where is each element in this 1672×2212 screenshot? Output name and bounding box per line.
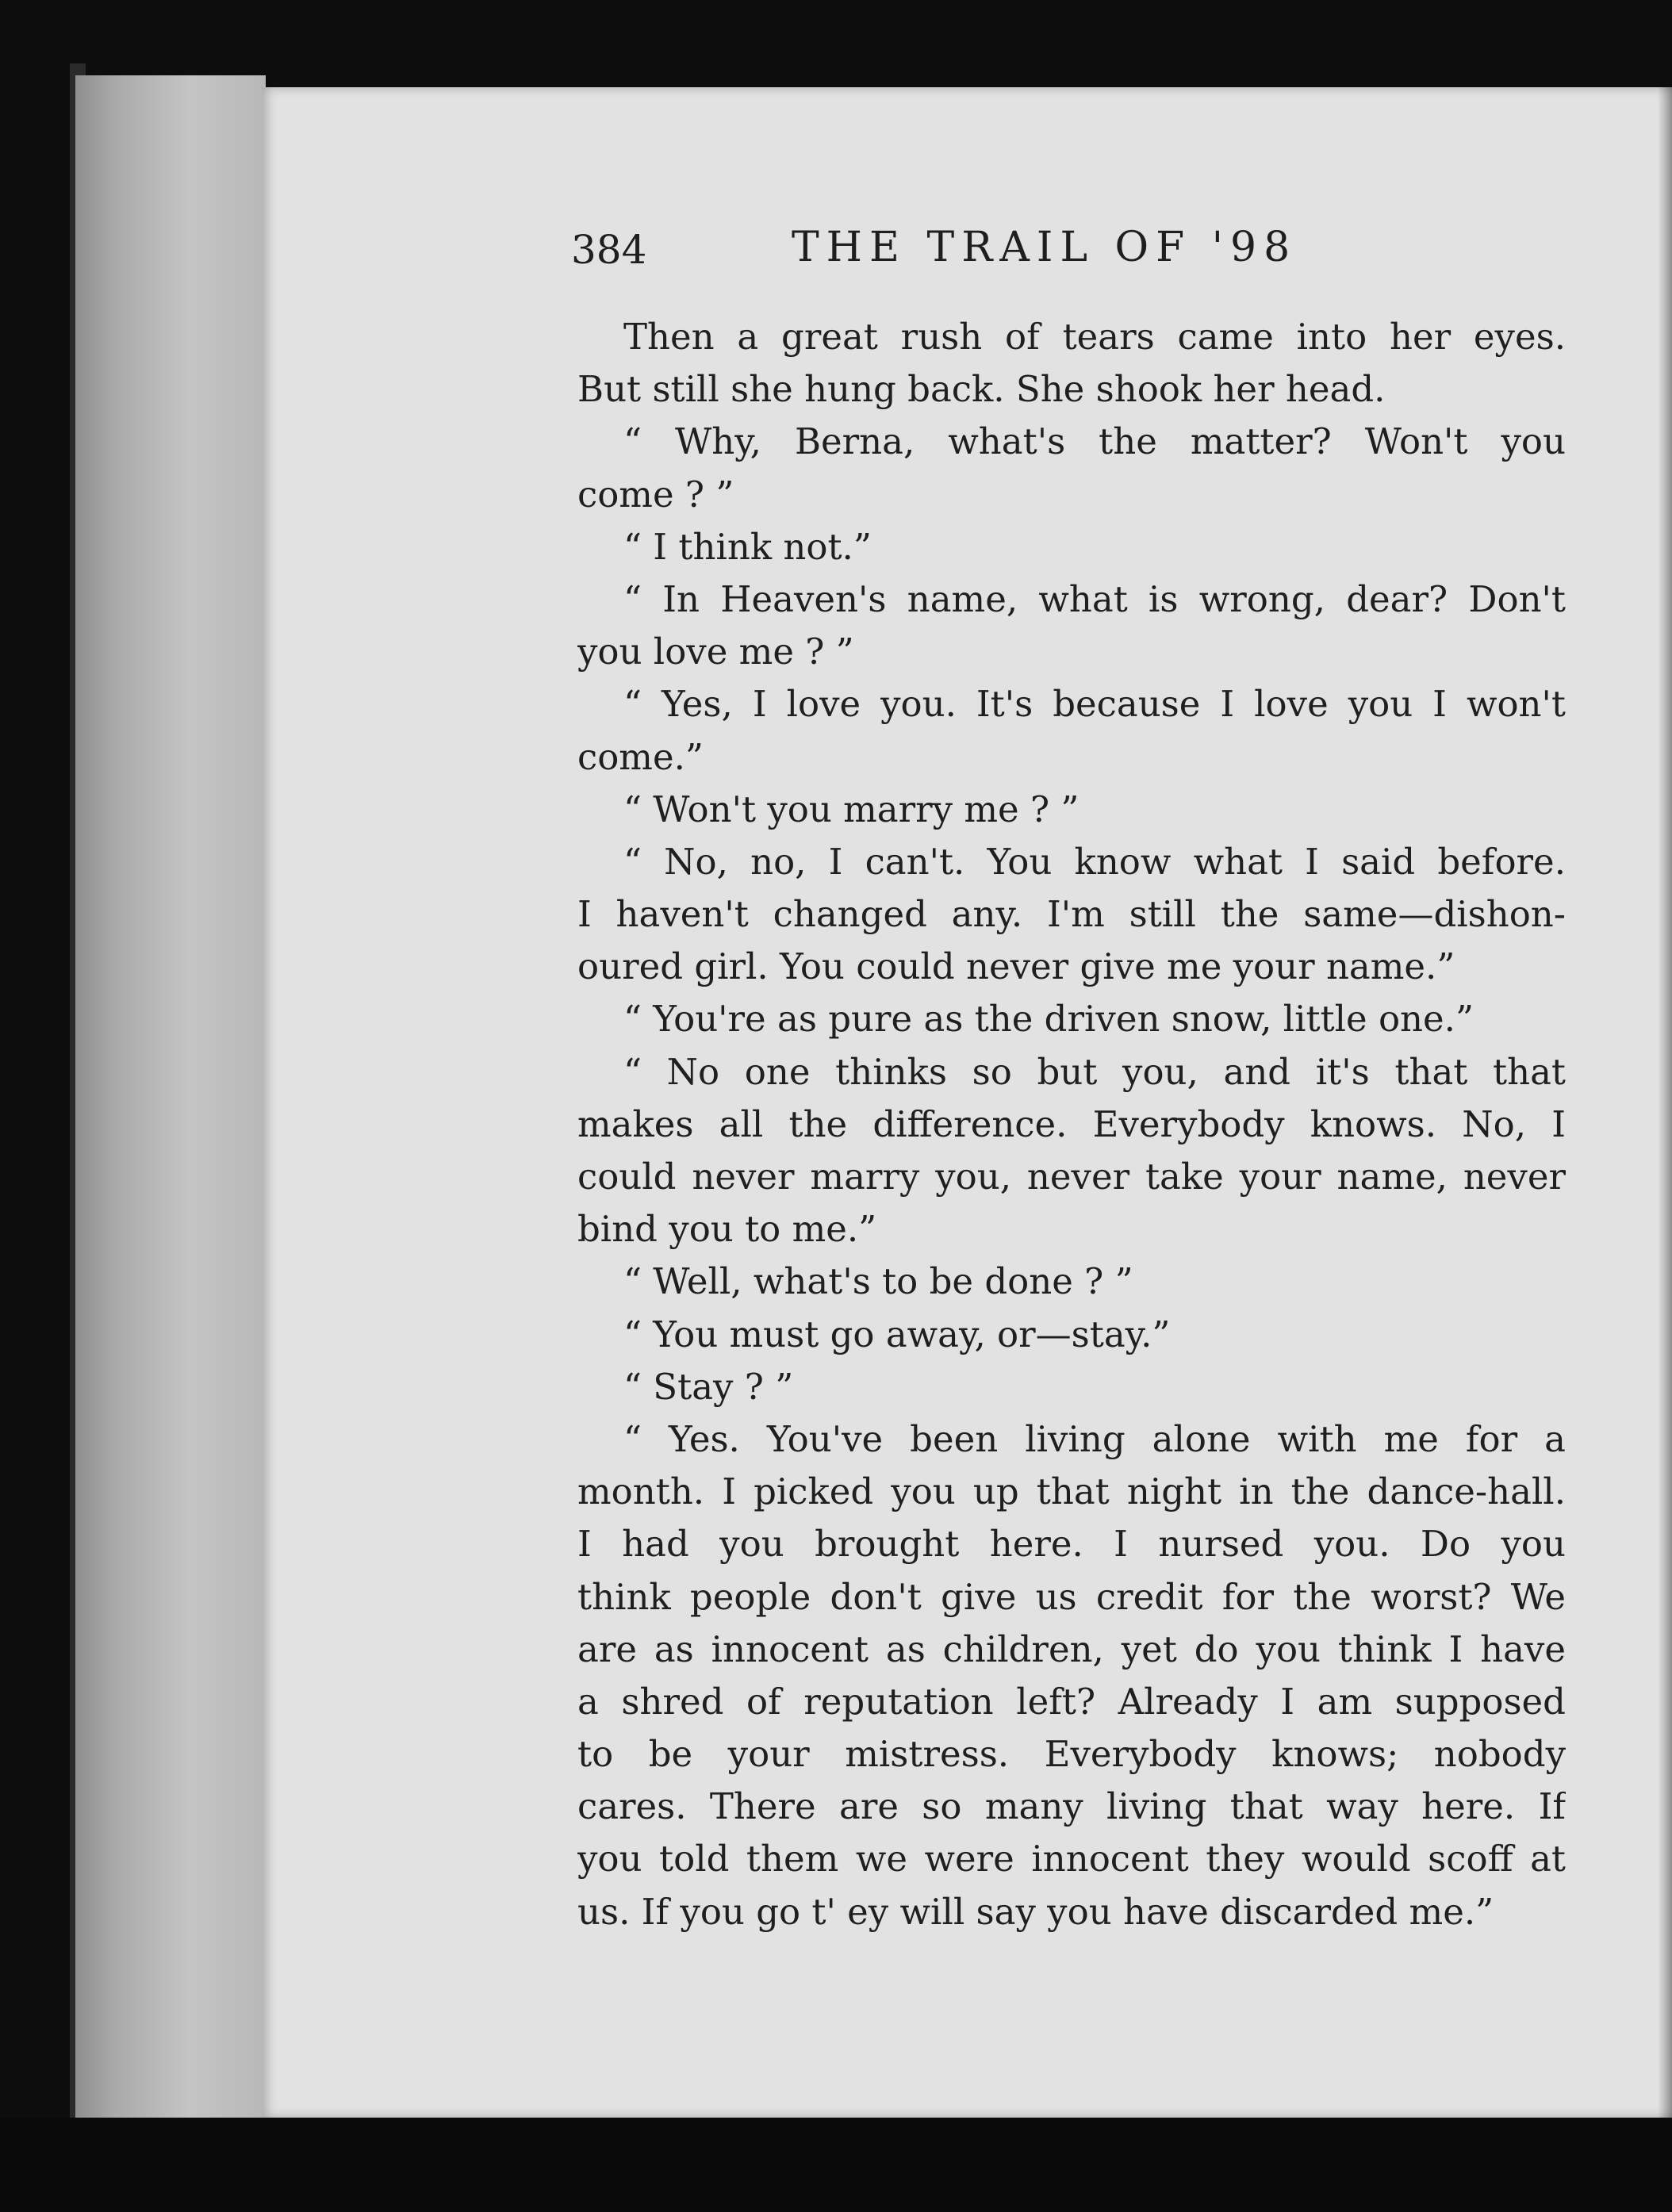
text-line: you love me ? ” xyxy=(577,631,854,673)
text-line: come.” xyxy=(577,735,704,778)
text-line: month. I picked you up that night in the dance-hall. xyxy=(577,1470,1566,1513)
page-number: 384 xyxy=(571,227,647,273)
text-line: “ Well, what's to be done ? ” xyxy=(623,1260,1133,1303)
text-line: “ In Heaven's name, what is wrong, dear? Don't xyxy=(623,577,1566,620)
scan-bottom-border xyxy=(0,2118,1672,2212)
page-header xyxy=(571,224,1570,287)
text-line: cares. There are so many living that way here. If xyxy=(577,1785,1566,1828)
running-title: THE TRAIL OF '98 xyxy=(792,224,1298,271)
text-line: oured girl. You could never give me your name.” xyxy=(577,945,1455,988)
text-line: “ Yes. You've been living alone with me for a xyxy=(623,1417,1566,1460)
text-line: to be your mistress. Everybody knows; nobody xyxy=(577,1733,1566,1776)
text-line: “ No, no, I can't. You know what I said before. xyxy=(623,840,1566,883)
text-line: “ No one thinks so but you, and it's that that xyxy=(623,1050,1566,1093)
text-line: are as innocent as children, yet do you think I have xyxy=(577,1627,1566,1670)
text-line: “ Stay ? ” xyxy=(623,1365,794,1408)
text-line: us. If you go t' ey will say you have discarded me.” xyxy=(577,1890,1494,1933)
body-text xyxy=(577,311,1566,1938)
text-line: “ I think not.” xyxy=(623,525,872,568)
text-line: “ Yes, I love you. It's because I love you I won't xyxy=(623,683,1566,726)
text-line: I haven't changed any. I'm still the same—dishon- xyxy=(577,893,1566,936)
text-line: “ You must go away, or—stay.” xyxy=(623,1313,1171,1355)
text-line: come ? ” xyxy=(577,473,734,516)
text-line: “ Why, Berna, what's the matter? Won't you xyxy=(623,420,1566,463)
page-gutter-shadow xyxy=(1658,87,1672,2118)
text-line: makes all the difference. Everybody knows. No, I xyxy=(577,1102,1566,1145)
text-line: think people don't give us credit for the worst? We xyxy=(577,1575,1566,1618)
text-line: could never marry you, never take your name, never xyxy=(577,1156,1566,1198)
text-line: a shred of reputation left? Already I am supposed xyxy=(577,1680,1566,1723)
text-line: But still she hung back. She shook her head. xyxy=(577,368,1386,411)
text-line: you told them we were innocent they would scoff at xyxy=(577,1838,1566,1880)
text-line: “ You're as pure as the driven snow, little one.” xyxy=(623,998,1474,1041)
text-line: bind you to me.” xyxy=(577,1208,877,1251)
text-line: “ Won't you marry me ? ” xyxy=(623,788,1080,830)
text-line: Then a great rush of tears came into her eyes. xyxy=(623,316,1566,358)
text-line: I had you brought here. I nursed you. Do you xyxy=(577,1523,1566,1566)
book-fore-edge xyxy=(75,75,266,2122)
